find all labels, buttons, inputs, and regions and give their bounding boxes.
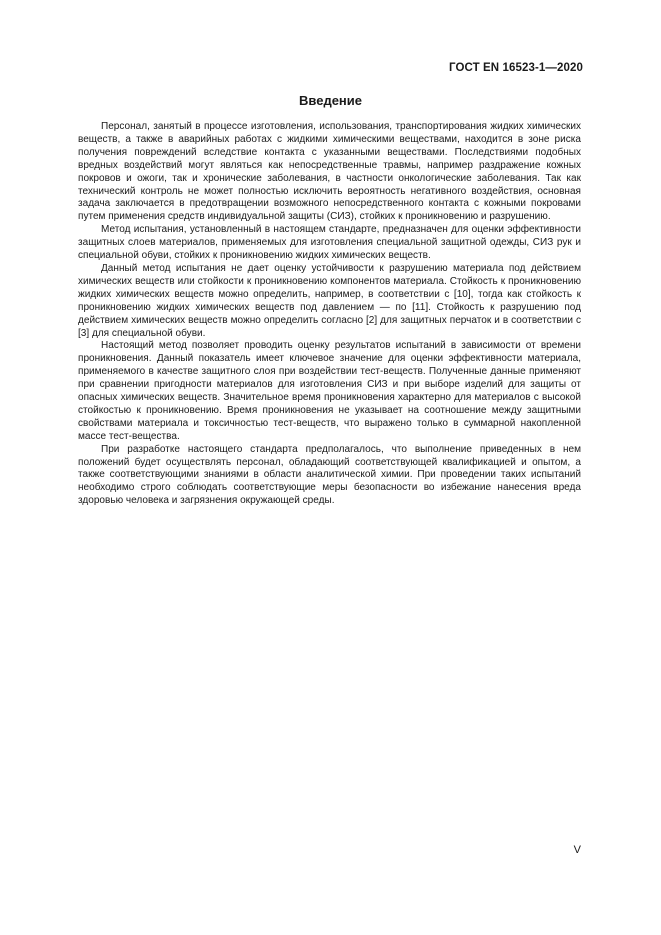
page-number: V <box>573 844 581 856</box>
paragraph: Персонал, занятый в процессе изготовления, использования, транспортирования жидких химических веществ, а также в аварийных работах с жидкими химическими веществами, находится в зоне риска получения повреждений вследствие контакта с указанными веществами. Последствиями подобных вредных воздействий могут являться как непосредственные травмы, например раздражение кожных покровов и ожоги, так и хронические заболевания, в частности онкологические заболевания. Так как технический контроль не может полностью исключить вероятность негативного воздействия, основная задача заключается в предотвращении возможного непосредственного контакта с кожными покровами путем применения средств индивидуальной защиты (СИЗ), стойких к проникновению и разрушению. <box>78 121 581 223</box>
paragraph: Настоящий метод позволяет проводить оценку результатов испытаний в зависимости от времени проникновения. Данный показатель имеет ключевое значение для оценки эффективности материала, применяемого в качестве защитного слоя при воздействии тест-веществ. Полученные данные применяют при сравнении пригодности материалов для изготовления СИЗ и при выборе изделий для защиты от опасных химических веществ. Значительное время проникновения характерно для материалов с высокой стойкостью к проникновению. Время проникновения не указывает на соотношение между защитными свойствами материала и токсичностью тест-веществ, что выражено только в суммарной накопленной массе тест-вещества. <box>78 340 581 442</box>
section-title: Введение <box>299 93 362 108</box>
section-body <box>78 121 581 508</box>
document-code: ГОСТ EN 16523-1—2020 <box>448 62 583 74</box>
paragraph: При разработке настоящего стандарта предполагалось, что выполнение приведенных в нем положений будет осуществлять персонал, обладающий соответствующей квалификацией и опытом, а также соответствующими знаниями в области аналитической химии. При проведении таких испытаний необходимо строго соблюдать соответствующие меры безопасности во избежание нанесения вреда здоровью человека и загрязнения окружающей среды. <box>78 443 581 507</box>
paragraph: Метод испытания, установленный в настоящем стандарте, предназначен для оценки эффективности защитных слоев материалов, применяемых для изготовления специальной защитной одежды, СИЗ рук и специальной обуви, стойких к проникновению жидких химических веществ. <box>78 224 581 262</box>
paragraph: Данный метод испытания не дает оценку устойчивости к разрушению материала под действием химических веществ или стойкости к проникновению компонентов материала. Стойкость к проникновению жидких химических веществ можно определить, например, в соответствии с [10], тогда как стойкость к проникновению жидких химических веществ под давлением — по [11]. Стойкость к разрушению под действием химических веществ можно определить согласно [2] для защитных перчаток и в соответствии с [3] для специальной обуви. <box>78 262 581 339</box>
